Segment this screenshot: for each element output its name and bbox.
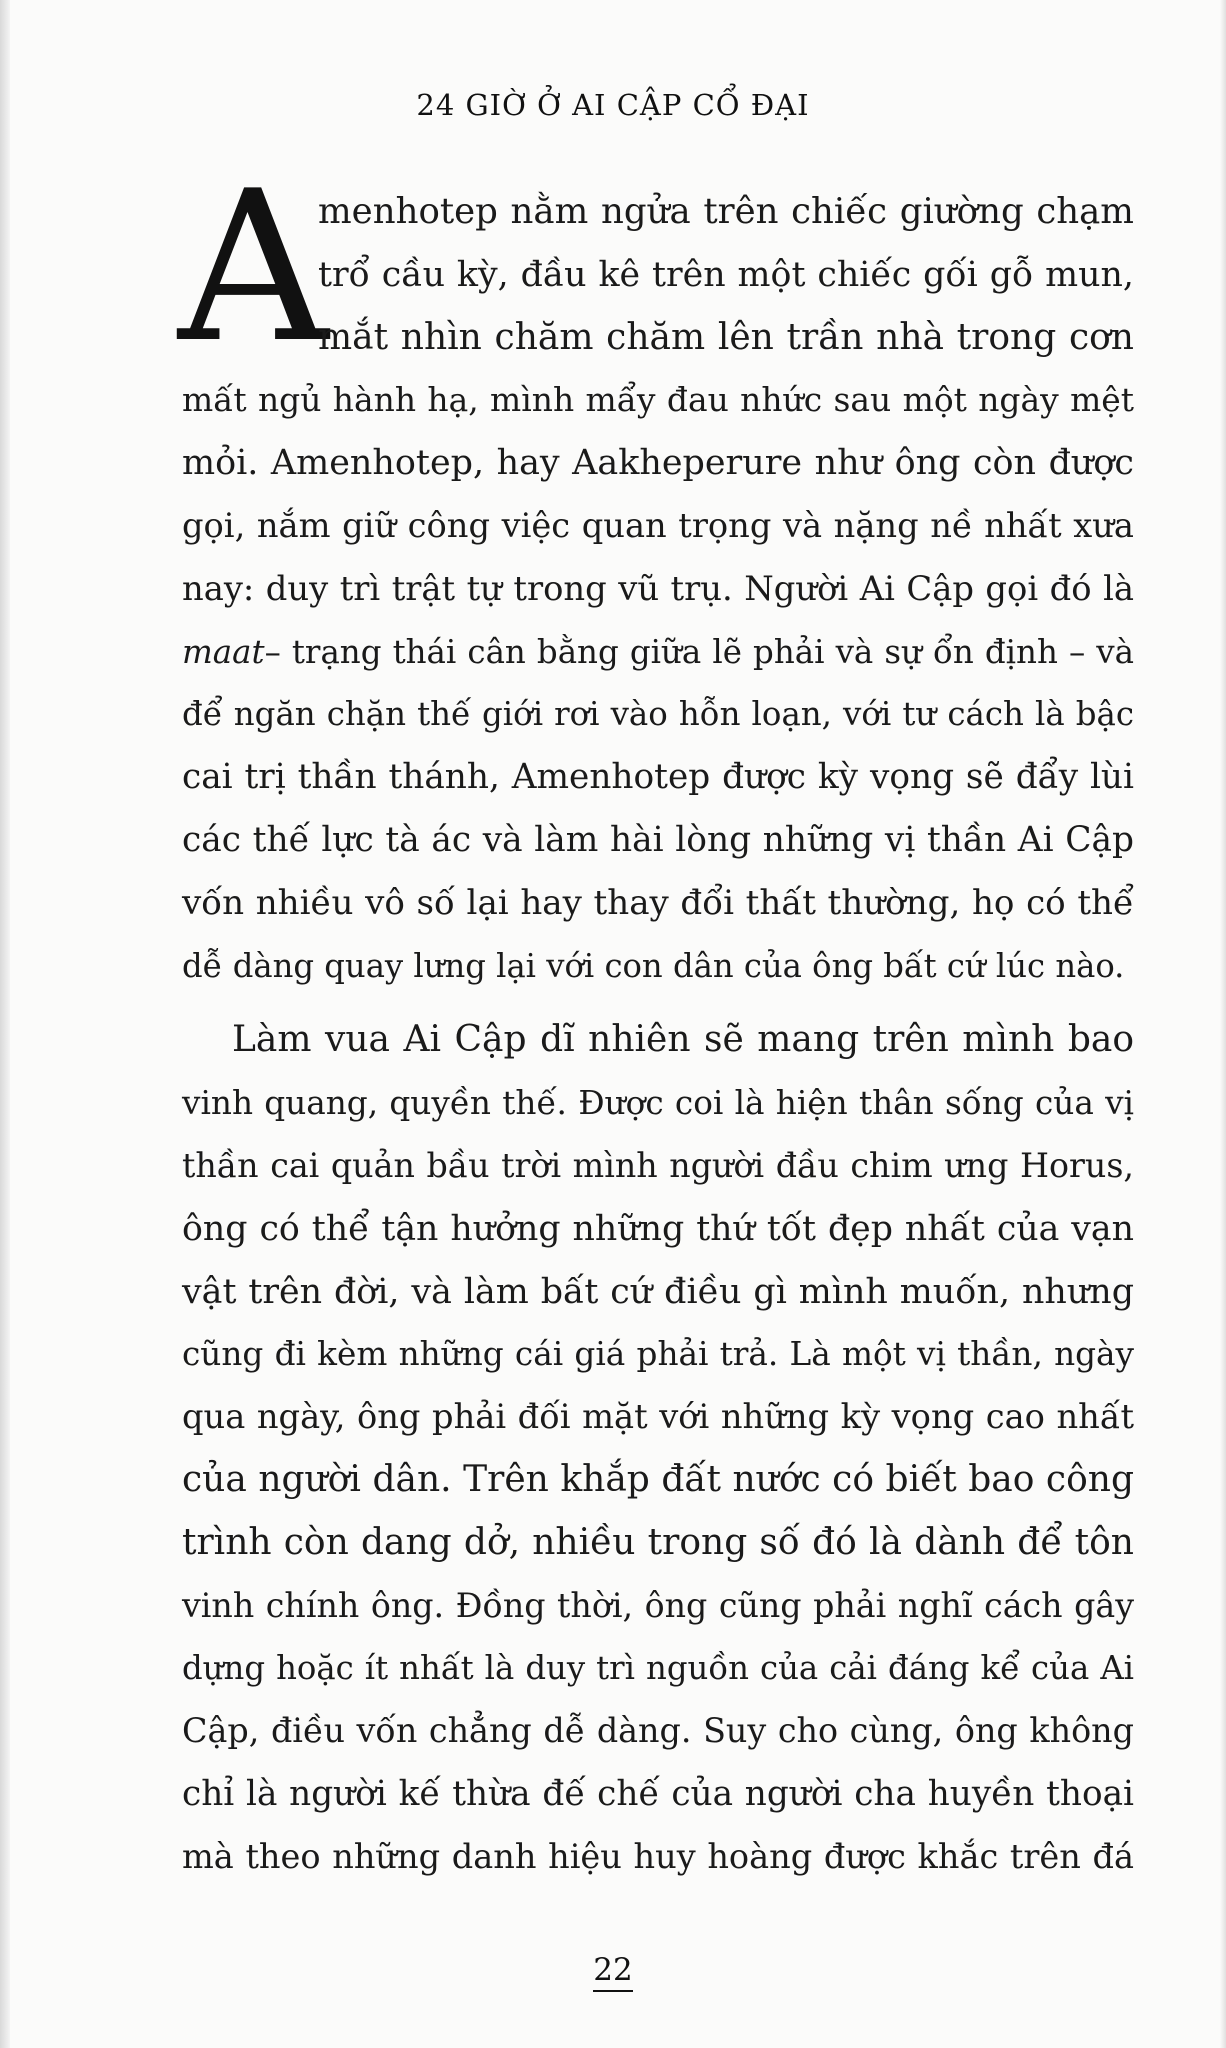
text-line: của người dân. Trên khắp đất nước có biết bao công — [182, 1458, 1134, 1500]
text-line: cũng đi kèm những cái giá phải trả. Là một vị thần, ngày — [182, 1335, 1134, 1374]
text-line: gọi, nắm giữ công việc quan trọng và nặng nề nhất xưa — [182, 505, 1134, 545]
page-edge-right — [1220, 0, 1226, 2048]
body-text — [182, 181, 1134, 1889]
text-line: chỉ là người kế thừa đế chế của người cha huyền thoại — [182, 1773, 1134, 1814]
text-line: trổ cầu kỳ, đầu kê trên một chiếc gối gỗ mun, — [318, 254, 1134, 295]
text-line: Cập, điều vốn chẳng dễ dàng. Suy cho cùng, ông không — [182, 1711, 1134, 1751]
text-line: vật trên đời, và làm bất cứ điều gì mình muốn, nhưng — [182, 1271, 1134, 1312]
text-line: vinh chính ông. Đồng thời, ông cũng phải nghĩ cách gây — [182, 1585, 1134, 1625]
text-line: các thế lực tà ác và làm hài lòng những vị thần Ai Cập — [182, 819, 1134, 860]
drop-cap: A — [178, 147, 329, 389]
text-line: trình còn dang dở, nhiều trong số đó là dành để tôn — [182, 1521, 1134, 1563]
text-line: mà theo những danh hiệu huy hoàng được khắc trên đá — [182, 1836, 1134, 1876]
text-line: cai trị thần thánh, Amenhotep được kỳ vọng sẽ đẩy lùi — [182, 757, 1134, 798]
text-line: Làm vua Ai Cập dĩ nhiên sẽ mang trên mình bao — [232, 1019, 1134, 1061]
text-line: vốn nhiều vô số lại hay thay đổi thất thường, họ có thể — [182, 882, 1134, 923]
text-line: thần cai quản bầu trời mình người đầu chim ưng Horus, — [182, 1145, 1134, 1185]
paragraph-gap — [182, 997, 1134, 1009]
text-line: menhotep nằm ngửa trên chiếc giường chạm — [318, 191, 1134, 232]
text-line: để ngăn chặn thế giới rơi vào hỗn loạn, với tư cách là bậc — [182, 695, 1134, 734]
page-number-text: 22 — [593, 1952, 632, 1992]
text-line: ông có thể tận hưởng những thứ tốt đẹp nhất của vạn — [182, 1208, 1134, 1249]
text-line: qua ngày, ông phải đối mặt với những kỳ vọng cao nhất — [182, 1397, 1134, 1437]
text-line: mắt nhìn chăm chăm lên trần nhà trong cơn — [318, 316, 1134, 358]
page-number — [0, 1952, 1226, 1988]
paragraph-2 — [182, 1009, 1134, 1888]
text-line-rest: – trạng thái cân bằng giữa lẽ phải và sự ổn định – và — [264, 632, 1134, 671]
text-line: nay: duy trì trật tự trong vũ trụ. Người Ai Cập gọi đó là — [182, 568, 1134, 608]
page-edge-left — [0, 0, 10, 2048]
text-line: mất ngủ hành hạ, mình mẩy đau nhức sau một ngày mệt — [182, 380, 1134, 420]
text-line: dựng hoặc ít nhất là duy trì nguồn của cải đáng kể của Ai — [182, 1649, 1134, 1688]
text-line: mỏi. Amenhotep, hay Aakheperure như ông còn được — [182, 443, 1134, 484]
text-line: vinh quang, quyền thế. Được coi là hiện thân sống của vị — [182, 1084, 1134, 1123]
paragraph-1 — [182, 181, 1134, 997]
text-line: dễ dàng quay lưng lại với con dân của ông bất cứ lúc nào. — [182, 946, 1125, 985]
running-header: 24 GIỜ Ở AI CẬP CỔ ĐẠI — [416, 88, 810, 122]
text-line-with-italic — [182, 621, 1134, 684]
italic-term: maat — [182, 632, 265, 671]
